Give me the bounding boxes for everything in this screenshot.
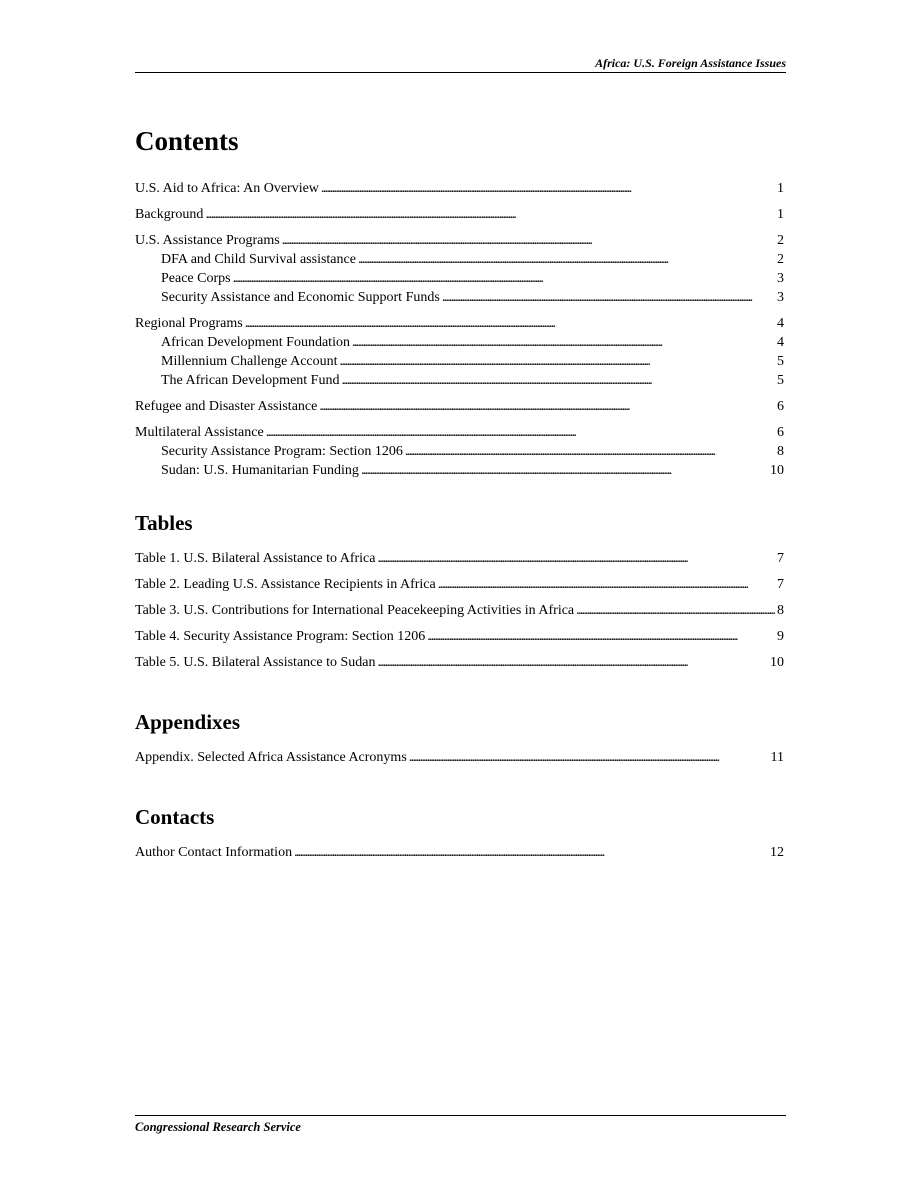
toc-subentry[interactable]: [135, 442, 784, 461]
toc-subentry[interactable]: [135, 352, 784, 371]
toc-entry[interactable]: [135, 397, 784, 416]
toc-entry[interactable]: [135, 748, 784, 767]
dot-leader: [282, 231, 775, 250]
toc-entry-page: 6: [777, 399, 784, 414]
dot-leader: [361, 461, 768, 480]
toc-entry-page: 3: [777, 290, 784, 305]
toc-entry[interactable]: [135, 314, 784, 333]
toc-entry-page: 1: [777, 181, 784, 196]
toc-entry-label: African Development Foundation: [161, 335, 350, 350]
toc-entry-label: Regional Programs: [135, 316, 243, 331]
toc-entry-page: 7: [777, 577, 784, 592]
toc-entry[interactable]: [135, 601, 784, 620]
section-spacer: [135, 480, 784, 509]
toc-entry[interactable]: [135, 575, 784, 594]
toc-entry-page: 10: [770, 655, 784, 670]
toc-entry-label: Millennium Challenge Account: [161, 354, 338, 369]
toc-entry[interactable]: [135, 423, 784, 442]
toc-entry-page: 4: [777, 316, 784, 331]
dot-leader: [233, 269, 775, 288]
toc-entry-label: Refugee and Disaster Assistance: [135, 399, 318, 414]
dot-leader: [352, 333, 775, 352]
toc-entry-label: U.S. Assistance Programs: [135, 233, 280, 248]
toc-entry-page: 5: [777, 373, 784, 388]
toc-entry[interactable]: [135, 549, 784, 568]
toc-entry-label: Background: [135, 207, 204, 222]
running-header: Africa: U.S. Foreign Assistance Issues: [595, 56, 786, 70]
section-spacer: [135, 774, 784, 803]
toc-entry-page: 4: [777, 335, 784, 350]
dot-leader: [576, 601, 775, 620]
toc-entry-label: Table 5. U.S. Bilateral Assistance to Sudan: [135, 655, 376, 670]
dot-leader: [409, 748, 769, 767]
dot-leader: [438, 575, 775, 594]
running-footer: Congressional Research Service: [135, 1120, 301, 1134]
toc-entry-label: Table 4. Security Assistance Program: Section 1206: [135, 629, 426, 644]
toc-entry[interactable]: [135, 843, 784, 862]
toc-subentry[interactable]: [135, 288, 784, 307]
appendixes-heading: Appendixes: [135, 710, 241, 734]
toc-entry-label: U.S. Aid to Africa: An Overview: [135, 181, 319, 196]
contents-heading: Contents: [135, 126, 239, 156]
toc-entry-label: Appendix. Selected Africa Assistance Acronyms: [135, 750, 407, 765]
toc-subentry[interactable]: [135, 371, 784, 390]
toc-entry-page: 2: [777, 252, 784, 267]
dot-leader: [377, 653, 768, 672]
toc-entry-label: Table 3. U.S. Contributions for International Peacekeeping Activities in Africa: [135, 603, 575, 618]
toc-entry-page: 12: [770, 845, 784, 860]
dot-leader: [442, 288, 775, 307]
footer-rule: [135, 1115, 786, 1116]
toc-entry-label: DFA and Child Survival assistance: [161, 252, 356, 267]
dot-leader: [341, 371, 775, 390]
toc-entry[interactable]: [135, 179, 784, 198]
toc-entry-label: Author Contact Information: [135, 845, 293, 860]
toc-entry-page: 6: [777, 425, 784, 440]
toc-entry-page: 8: [777, 444, 784, 459]
toc-entry-label: Sudan: U.S. Humanitarian Funding: [161, 463, 359, 478]
toc-entry-label: Peace Corps: [161, 271, 231, 286]
toc-entry-page: 9: [777, 629, 784, 644]
toc-entry-label: Security Assistance and Economic Support Funds: [161, 290, 440, 305]
toc-entry-label: Table 1. U.S. Bilateral Assistance to Africa: [135, 551, 376, 566]
toc-entry[interactable]: [135, 205, 784, 224]
header-rule: [135, 72, 786, 73]
toc-entry-page: 10: [770, 463, 784, 478]
tables-heading: Tables: [135, 511, 193, 535]
toc-subentry[interactable]: [135, 461, 784, 480]
dot-leader: [294, 843, 768, 862]
toc-subentry[interactable]: [135, 269, 784, 288]
dot-leader: [245, 314, 775, 333]
dot-leader: [377, 549, 775, 568]
toc-entry-label: Security Assistance Program: Section 1206: [161, 444, 403, 459]
toc-entry-page: 8: [777, 603, 784, 618]
dot-leader: [358, 250, 775, 269]
toc-entry-page: 1: [777, 207, 784, 222]
toc-entry-page: 7: [777, 551, 784, 566]
toc-entry-label: Table 2. Leading U.S. Assistance Recipients in Africa: [135, 577, 436, 592]
toc-entry-label: Multilateral Assistance: [135, 425, 264, 440]
toc-entry-page: 5: [777, 354, 784, 369]
toc-subentry[interactable]: [135, 250, 784, 269]
toc-entry-label: The African Development Fund: [161, 373, 340, 388]
dot-leader: [205, 205, 775, 224]
toc-subentry[interactable]: [135, 333, 784, 352]
toc-entry-page: 3: [777, 271, 784, 286]
table-of-contents: [135, 122, 784, 869]
contacts-heading: Contacts: [135, 805, 215, 829]
section-spacer: [135, 679, 784, 708]
dot-leader: [405, 442, 775, 461]
toc-entry[interactable]: [135, 627, 784, 646]
toc-entry-page: 2: [777, 233, 784, 248]
dot-leader: [321, 179, 775, 198]
dot-leader: [427, 627, 775, 646]
toc-entry[interactable]: [135, 653, 784, 672]
dot-leader: [319, 397, 775, 416]
dot-leader: [340, 352, 775, 371]
toc-entry-page: 11: [770, 750, 784, 765]
dot-leader: [266, 423, 775, 442]
toc-entry[interactable]: [135, 231, 784, 250]
